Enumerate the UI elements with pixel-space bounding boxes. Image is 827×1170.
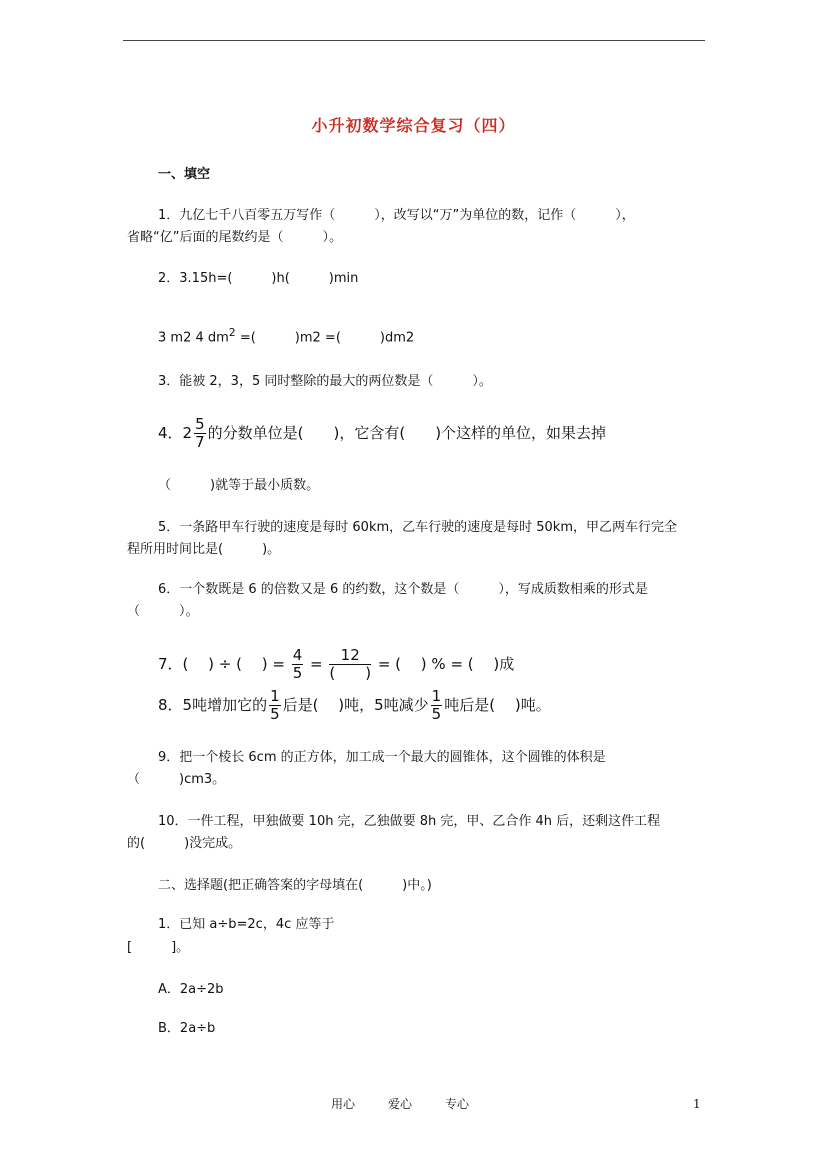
footer-text-2: 爱心: [388, 1097, 413, 1111]
q4-fraction: [194, 417, 206, 450]
question-6-line-2: （ ）。: [127, 604, 199, 619]
q8-text-post: 吨后是( )吨。: [444, 696, 551, 714]
question-5-line-1: 5．一条路甲车行驶的速度是每时 60km，乙车行驶的速度是每时 50km，甲乙两车行完全: [158, 520, 678, 535]
footer-text-1: 用心: [331, 1097, 356, 1111]
q7-fraction-1-denominator: 5: [292, 664, 303, 682]
q8-fraction-1-numerator: 1: [270, 687, 280, 705]
page-number: 1: [693, 1097, 701, 1111]
question-6-line-1: 6．一个数既是 6 的倍数又是 6 的约数，这个数是（ ），写成质数相乘的形式是: [158, 582, 648, 597]
question-1-line-1: 1．九亿七千八百零五万写作（ ），改写以“万”为单位的数，记作（ ），: [158, 208, 635, 223]
question-2-line-1: 2．3.15h=( )h( )min: [158, 271, 359, 286]
choice-option-b: B．2a÷b: [158, 1021, 216, 1036]
section-heading-fill-blank: 一、填空: [158, 167, 211, 182]
q7-text-post: = ( ) % = ( )成: [373, 655, 515, 673]
q4-text-pre: 4．2: [158, 424, 193, 442]
q4-text-post: 的分数单位是( )，它含有( )个这样的单位，如果去掉: [207, 424, 607, 442]
q7-fraction-1: [292, 648, 304, 681]
question-4-line-2: （ )就等于最小质数。: [158, 478, 320, 493]
choice-option-a: A．2a÷2b: [158, 982, 224, 997]
q7-fraction-1-numerator: 4: [292, 646, 303, 664]
q2b-superscript: 2: [228, 326, 236, 339]
question-10-line-2: 的( )没完成。: [127, 836, 242, 851]
footer-text-3: 专心: [445, 1097, 470, 1111]
q2b-text-pre: 3 m2 4 dm: [158, 330, 229, 346]
question-3: 3．能被 2，3，5 同时整除的最大的两位数是（ ）。: [158, 374, 492, 389]
q2b-text-post: =( )m2 =( )dm2: [235, 330, 415, 346]
q8-fraction-2: [431, 689, 443, 722]
choice-question-1-line-1: 1．已知 a÷b=2c，4c 应等于: [158, 917, 335, 932]
q8-fraction-1-denominator: 5: [270, 705, 280, 723]
question-8: [158, 685, 551, 725]
question-1-line-2: 省略“亿”后面的尾数约是（ ）。: [127, 230, 342, 245]
q8-text-mid: 后是( )吨，5吨减少: [282, 696, 429, 714]
q7-fraction-2: [329, 648, 371, 681]
question-7: [158, 644, 514, 684]
q7-fraction-2-numerator: 12: [329, 648, 371, 665]
question-4-line-1: [158, 414, 606, 452]
question-2-line-2: [158, 322, 414, 348]
choice-question-1-line-2: [ ]。: [127, 940, 190, 955]
q4-fraction-numerator: 5: [195, 415, 205, 433]
header-rule: [123, 40, 705, 41]
q8-fraction-1: [269, 689, 281, 722]
q4-fraction-denominator: 7: [195, 433, 205, 451]
question-10-line-1: 10．一件工程，甲独做要 10h 完，乙独做要 8h 完，甲、乙合作 4h 后，还剩这件工程: [158, 814, 661, 829]
q8-text-pre: 8．5吨增加它的: [158, 696, 268, 714]
q7-fraction-2-denominator: ( ): [329, 664, 372, 682]
question-9-line-2: （ )cm3。: [127, 772, 226, 787]
question-5-line-2: 程所用时间比是( )。: [127, 542, 281, 557]
page-title: 小升初数学综合复习（四）: [311, 116, 516, 135]
q7-text-mid: =: [305, 655, 328, 673]
question-9-line-1: 9．把一个棱长 6cm 的正方体，加工成一个最大的圆锥体，这个圆锥的体积是: [158, 750, 606, 765]
section-heading-multiple-choice: 二、选择题(把正确答案的字母填在( )中。): [158, 878, 432, 893]
q8-fraction-2-numerator: 1: [431, 687, 442, 705]
q7-text-pre: 7．( ) ÷ ( ) =: [158, 655, 290, 673]
q8-fraction-2-denominator: 5: [431, 705, 442, 723]
